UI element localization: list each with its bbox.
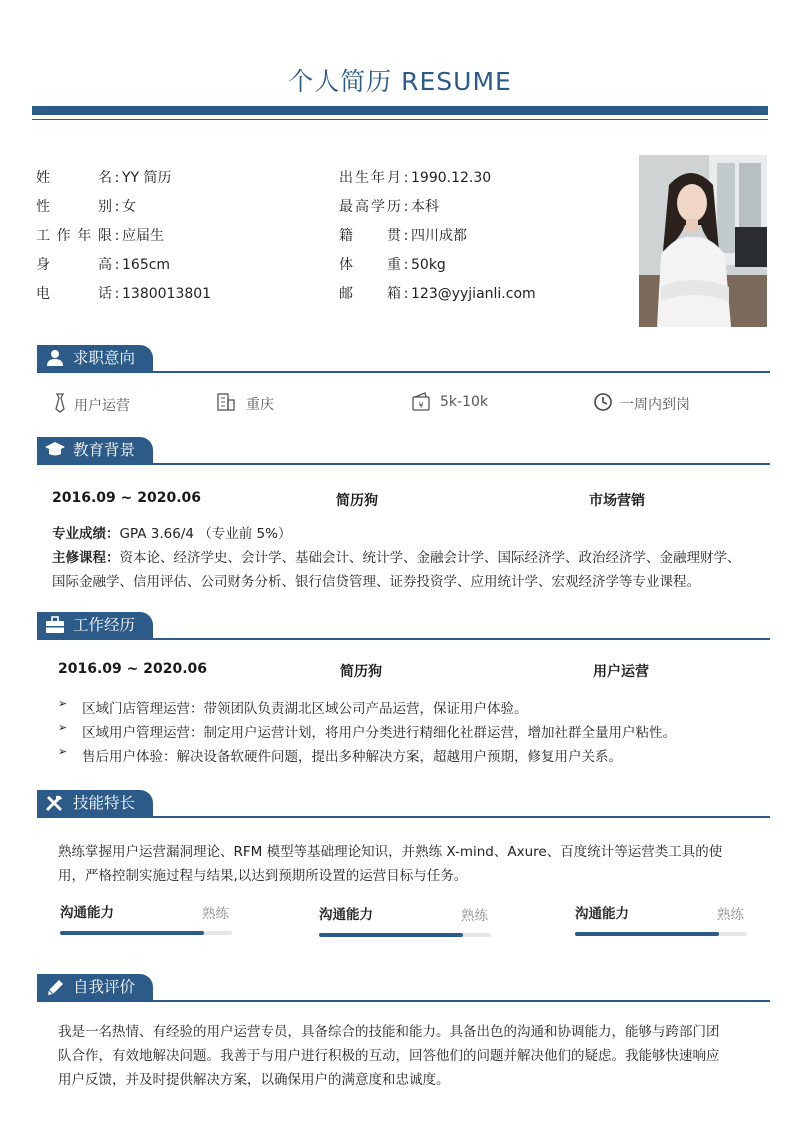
info-row-gender xyxy=(36,196,136,216)
work-position: 用户运营 xyxy=(593,664,649,680)
education-school: 简历狗 xyxy=(336,493,378,509)
info-sep: : xyxy=(403,199,409,215)
header-divider-thin xyxy=(32,119,768,120)
info-sep: : xyxy=(403,170,409,186)
bullet-text: 区域门店管理运营：带领团队负责湖北区域公司产品运营，保证用户体验。 xyxy=(82,701,528,717)
info-row-name xyxy=(36,167,172,187)
skill-name: 沟通能力 xyxy=(575,906,629,922)
info-value: 四川成都 xyxy=(411,228,467,244)
profile-photo-image xyxy=(639,155,767,327)
info-row-height xyxy=(36,254,170,274)
section-title: 自我评价 xyxy=(73,978,136,996)
building-icon xyxy=(216,392,236,412)
info-value: 123@yyjianli.com xyxy=(411,286,536,302)
education-courses-cont: 国际金融学、信用评估、公司财务分析、银行信贷管理、证券投资学、应用统计学、宏观经济学等专业课程。 xyxy=(52,574,700,590)
info-sep: : xyxy=(114,170,120,186)
section-header-intent xyxy=(37,345,153,371)
graduation-cap-icon xyxy=(45,441,65,459)
info-row-birth xyxy=(339,167,491,187)
skill-progress-track xyxy=(319,933,491,937)
info-value: 1990.12.30 xyxy=(411,170,492,186)
education-date: 2016.09 ~ 2020.06 xyxy=(52,490,202,506)
skill-progress-track xyxy=(575,932,747,936)
arrow-bullet-icon: ➢ xyxy=(58,721,68,734)
skill-progress-fill xyxy=(60,931,204,935)
info-row-years xyxy=(36,225,164,245)
info-label: 出生年月 xyxy=(339,170,401,186)
courses-label: 主修课程： xyxy=(52,550,120,566)
intent-text: 用户运营 xyxy=(74,398,130,414)
info-sep: : xyxy=(114,286,120,302)
info-value: 应届生 xyxy=(122,228,164,244)
section-title: 求职意向 xyxy=(73,349,136,367)
section-title: 工作经历 xyxy=(73,616,136,634)
info-sep: : xyxy=(403,257,409,273)
section-header-self-eval xyxy=(37,974,153,1000)
section-divider xyxy=(37,1000,770,1002)
clock-icon xyxy=(593,392,613,412)
info-sep: : xyxy=(403,286,409,302)
courses-line1: 资本论、经济学史、会计学、基础会计、统计学、金融会计学、国际经济学、政治经济学、金融理财学、 xyxy=(119,550,741,566)
work-date: 2016.09 ~ 2020.06 xyxy=(58,661,208,677)
tie-icon xyxy=(52,393,68,413)
section-divider xyxy=(37,816,770,818)
intent-text: 一周内到岗 xyxy=(620,397,690,413)
pencil-icon xyxy=(45,978,65,996)
info-value: 1380013801 xyxy=(122,286,212,302)
skill-level: 熟练 xyxy=(202,906,229,922)
education-score xyxy=(52,522,291,546)
section-header-work xyxy=(37,612,153,638)
info-label: 体重 xyxy=(339,257,401,273)
intent-text: 5k-10k xyxy=(440,394,488,410)
info-sep: : xyxy=(114,199,120,215)
info-sep: : xyxy=(114,257,120,273)
bullet-text: 售后用户体验：解决设备软硬件问题，提出多种解决方案，超越用户预期，修复用户关系。 xyxy=(82,749,622,765)
skill-item xyxy=(60,901,232,941)
section-divider xyxy=(37,371,770,373)
skill-progress-fill xyxy=(319,933,463,937)
intent-text: 重庆 xyxy=(246,397,274,413)
page-title: 个人简历 RESUME xyxy=(288,67,512,96)
self-eval-line: 队合作，有效地解决问题。我善于与用户进行积极的互动，回答他们的问题并解决他们的疑虑。我能够快速响应 xyxy=(58,1048,720,1064)
skills-description: 熟练掌握用户运营漏洞理论、RFM 模型等基础理论知识，并熟练 X-mind、Axure、百度统计等运营类工具的使 xyxy=(58,844,723,860)
section-title: 教育背景 xyxy=(73,441,136,459)
skill-level: 熟练 xyxy=(461,908,488,924)
profile-photo xyxy=(639,155,767,327)
briefcase-icon xyxy=(45,616,65,634)
info-value: 50kg xyxy=(411,257,446,273)
section-header-skills xyxy=(37,790,153,816)
info-row-email xyxy=(339,283,536,303)
svg-text:¥: ¥ xyxy=(418,401,424,410)
wallet-icon xyxy=(411,392,431,412)
info-label: 姓名 xyxy=(36,170,112,186)
work-company: 简历狗 xyxy=(340,664,382,680)
info-value: 165cm xyxy=(122,257,171,273)
section-header-education xyxy=(37,437,153,463)
section-divider xyxy=(37,463,770,465)
arrow-bullet-icon: ➢ xyxy=(58,697,68,710)
bullet-text: 区域用户管理运营：制定用户运营计划，将用户分类进行精细化社群运营，增加社群全量用户粘性。 xyxy=(82,725,676,741)
tools-icon xyxy=(45,794,65,812)
info-row-weight xyxy=(339,254,446,274)
skill-progress-fill xyxy=(575,932,719,936)
skill-level: 熟练 xyxy=(717,907,744,923)
section-title: 技能特长 xyxy=(73,794,136,812)
user-icon xyxy=(45,349,65,367)
skill-name: 沟通能力 xyxy=(319,907,373,923)
self-eval-line: 我是一名热情、有经验的用户运营专员，具备综合的技能和能力。具备出色的沟通和协调能力，能够与跨部门团 xyxy=(58,1024,720,1040)
info-row-phone xyxy=(36,283,211,303)
score-label: 专业成绩： xyxy=(52,526,120,542)
info-value: 本科 xyxy=(411,199,439,215)
skill-name: 沟通能力 xyxy=(60,905,114,921)
info-sep: : xyxy=(403,228,409,244)
score-value: GPA 3.66/4 （专业前 5%） xyxy=(119,526,292,542)
skill-progress-track xyxy=(60,931,232,935)
header-divider-thick xyxy=(32,106,768,115)
info-label: 最高学历 xyxy=(339,199,401,215)
info-row-hometown xyxy=(339,225,467,245)
info-sep: : xyxy=(114,228,120,244)
info-row-degree xyxy=(339,196,439,216)
info-label: 邮箱 xyxy=(339,286,401,302)
education-major: 市场营销 xyxy=(589,493,645,509)
education-courses xyxy=(52,546,741,570)
skill-item xyxy=(319,903,491,943)
info-label: 籍贯 xyxy=(339,228,401,244)
info-label: 性别 xyxy=(36,199,112,215)
info-label: 身高 xyxy=(36,257,112,273)
info-value: 女 xyxy=(122,199,136,215)
arrow-bullet-icon: ➢ xyxy=(58,745,68,758)
info-label: 电话 xyxy=(36,286,112,302)
info-value: YY 简历 xyxy=(122,170,172,186)
section-divider xyxy=(37,638,770,640)
self-eval-line: 用户反馈，并及时提供解决方案，以确保用户的满意度和忠诚度。 xyxy=(58,1072,450,1088)
skill-item xyxy=(575,902,747,942)
info-label: 工作年限 xyxy=(36,228,112,244)
skills-description-cont: 用，严格控制实施过程与结果,以达到预期所设置的运营目标与任务。 xyxy=(58,868,468,884)
